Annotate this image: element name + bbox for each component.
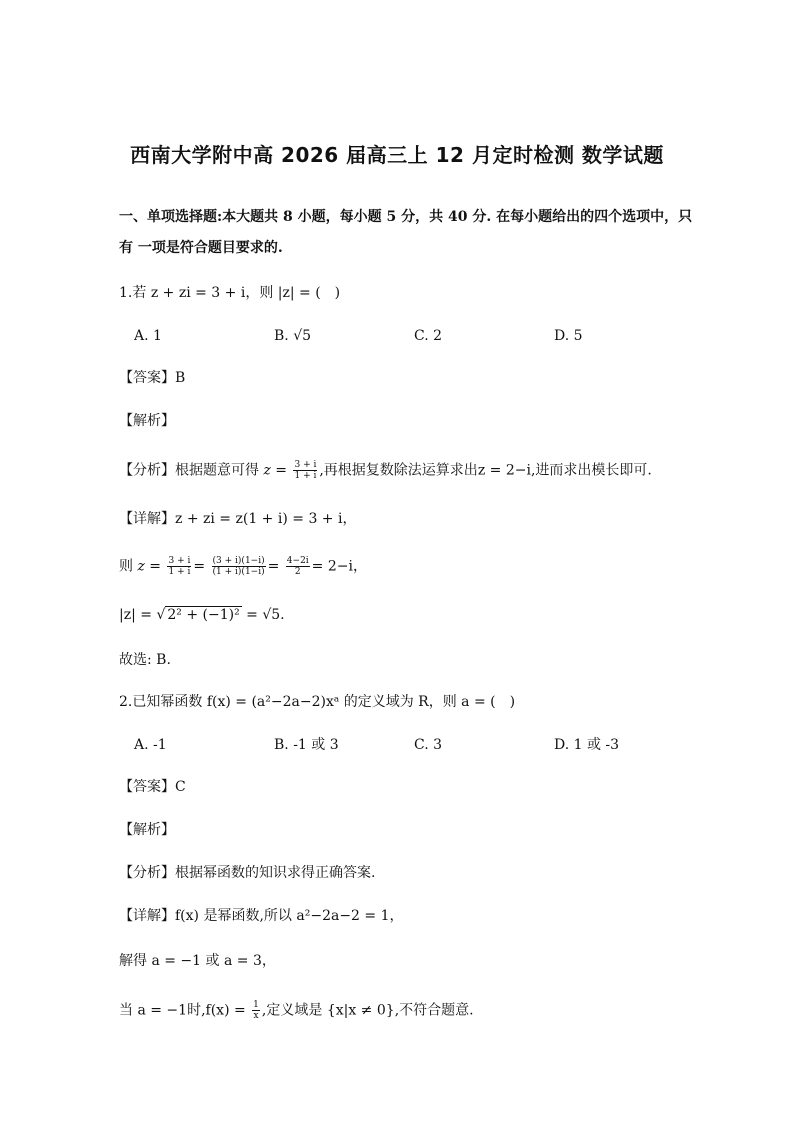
- q2-option-d: D. 1 或 -3: [554, 737, 620, 753]
- page-title: 西南大学附中高 2026 届高三上 12 月定时检测 数学试题: [130, 143, 664, 167]
- sqrt-symbol: √ 2² + (−1)²: [156, 607, 240, 623]
- q1-option-a: A. 1: [134, 328, 162, 344]
- question-1-equation: z + zi = 3 + i: [150, 285, 246, 301]
- q1-conclusion: 故选: B.: [119, 652, 171, 668]
- section-heading-line2: 有 一项是符合题目要求的.: [119, 240, 283, 256]
- q1-fenxi: 【分析】根据题意可得 z = $\frac{3 + i}{1 + i}$ ,再根据复数除法运算求出z = 2−i,进而求出模长即可.: [119, 460, 652, 481]
- q1-step2: 则 z = $\frac{3 + i}{1 + i}$ = $\frac{(3 + i)(1-i)}{(1 + i)(1-i)}$ = $\frac{4-2i}{2}$ = 2−i，: [119, 556, 367, 577]
- q1-detail: 【详解】z + zi = z(1 + i) = 3 + i，: [119, 511, 357, 527]
- q2-option-a: A. -1: [134, 737, 167, 753]
- q2-option-c: C. 3: [414, 737, 443, 753]
- q2-detail: 【详解】f(x) 是幂函数,所以 a²−2a−2 = 1，: [119, 908, 404, 924]
- q2-analysis-heading: 【解析】: [119, 822, 175, 838]
- q1-option-c: C. 2: [414, 328, 443, 344]
- section-heading-line1: 一、单项选择题:本大题共 8 小题，每小题 5 分，共 40 分. 在每小题给出的四个选项中，只: [119, 209, 693, 225]
- question-1: 1.若 z + zi = 3 + i，则 |z| = ( ): [119, 285, 341, 301]
- q1-option-d: D. 5: [554, 328, 583, 344]
- q1-answer: 【答案】B: [119, 370, 186, 386]
- question-2: 2.已知幂函数 f(x) = (a²−2a−2)xᵃ 的定义域为 R，则 a = ( ): [119, 694, 516, 710]
- q1-fenxi-fraction: $\frac{3 + i}{1 + i}$: [294, 460, 317, 481]
- q2-fenxi: 【分析】根据幂函数的知识求得正确答案.: [119, 865, 376, 881]
- q2-answer: 【答案】C: [119, 779, 186, 795]
- q2-solve: 解得 a = −1 或 a = 3，: [119, 953, 276, 969]
- q1-option-b: B. √5: [274, 328, 312, 344]
- q1-analysis-heading: 【解析】: [119, 413, 175, 429]
- q2-option-b: B. -1 或 3: [274, 737, 339, 753]
- q2-when: 当 a = −1时,f(x) = $\frac{1}{x}$ ,定义域是 {x|x ≠ 0},不符合题意.: [119, 1000, 474, 1021]
- q1-step3: |z| = √ 2² + (−1)² = √5.: [119, 607, 285, 623]
